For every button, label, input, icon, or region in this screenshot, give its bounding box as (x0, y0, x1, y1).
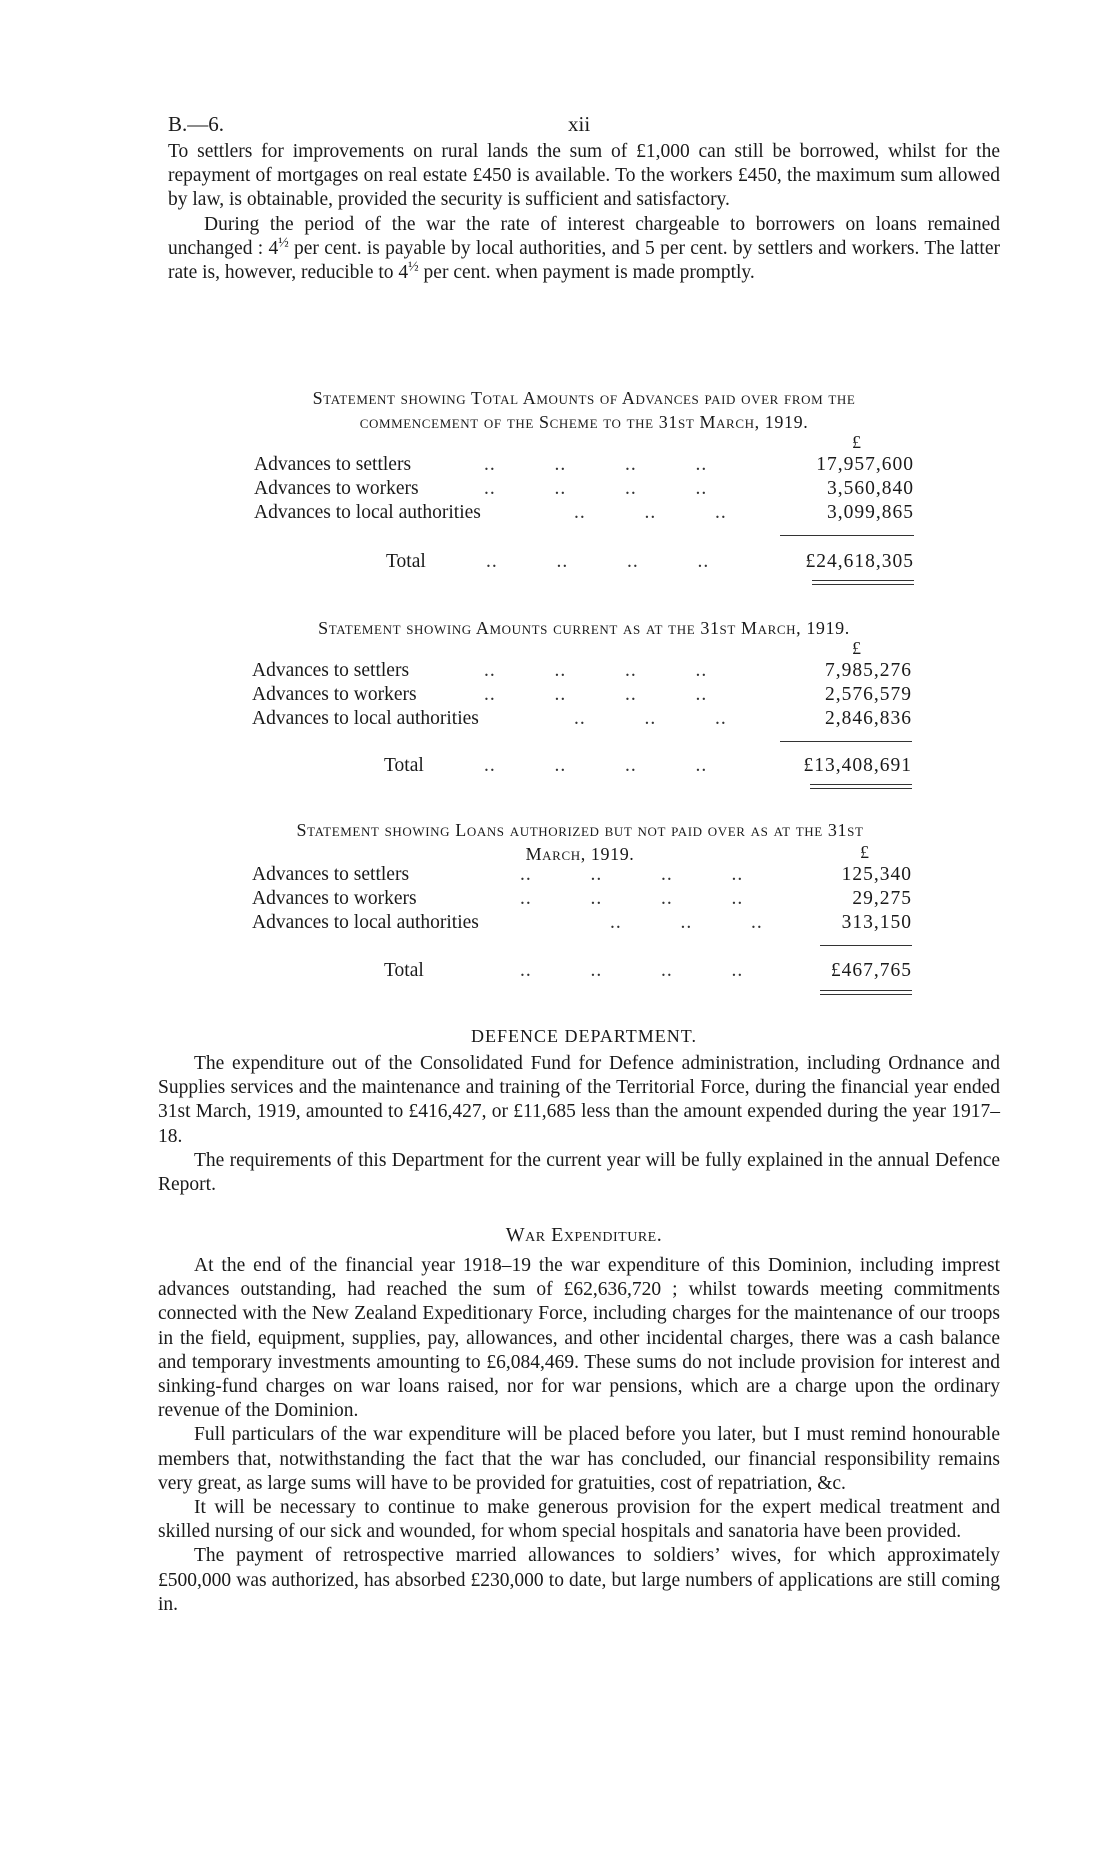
total-double-rule (810, 784, 912, 789)
total-row: Total .. .. .. .. £467,765 (384, 960, 912, 981)
war-expenditure-heading: War Expenditure. (505, 1224, 663, 1246)
document-reference: B.—6. (168, 112, 225, 136)
total-row: Total .. .. .. .. £24,618,305 (386, 551, 914, 572)
statement-1-currency: £ (852, 432, 861, 452)
intro-paragraph-1: To settlers for improvements on rural lands the sum of £1,000 can still be borrowed, whilst for the repayment of mortgages on real estate £450 is available. To the workers £450, the maximum sum allowed by law, is obtainable, provided the security is sufficient and satisfactory. (168, 141, 1000, 211)
table-row: Advances to settlers .. .. .. .. 17,957,600 (254, 454, 914, 475)
war-text (158, 1254, 1000, 1617)
total-double-rule (812, 580, 914, 585)
table-row: Advances to settlers .. .. .. .. 125,340 (252, 864, 912, 885)
subtotal-rule (780, 535, 914, 536)
total-double-rule (820, 990, 912, 995)
war-paragraph-4: The payment of retrospective married allowances to soldiers’ wives, for which approximately £500,000 was authorized, has absorbed £230,000 to date, but large numbers of applications are still coming in. (158, 1545, 1000, 1615)
defence-paragraph-1: The expenditure out of the Consolidated Fund for Defence administration, including Ordnance and Supplies services and the maintenance and training of the Territorial Force, during the financial year ended 31st March, 1919, amounted to £416,427, or £11,685 less than the amount expended during the year 1917–18. (158, 1053, 1000, 1147)
table-row: Advances to local authorities .. .. .. 2,846,836 (252, 708, 912, 729)
statement-3-currency: £ (860, 842, 869, 862)
intro-paragraph-2: During the period of the war the rate of interest chargeable to borrowers on loans remained unchanged : $4^{\frac{1}{2}}$ per cent. is payable by local authorities, and 5 per cent. by settlers and workers. The latter rate is, however, reducible to $4^{\frac{1}{2}}$ per cent. when payment is made promptly. (168, 213, 1000, 284)
war-paragraph-3: It will be necessary to continue to make generous provision for the expert medical treatment and skilled nursing of our sick and wounded, for whom special hospitals and sanatoria have been provided. (158, 1497, 1000, 1543)
war-paragraph-1: At the end of the financial year 1918–19 the war expenditure of this Dominion, including imprest advances outstanding, had reached the sum of £62,636,720 ; whilst towards meeting commitments connected with the New Zealand Expeditionary Force, including charges for the maintenance of our troops in the field, equipment, supplies, pay, allowances, and other incidental charges, there was a cash balance and temporary investments amounting to £6,084,469. These sums do not include provision for interest and sinking-fund charges on war loans raised, nor for war pensions, which are a charge upon the ordinary revenue of the Dominion. (158, 1255, 1000, 1422)
statement-2-currency: £ (852, 638, 861, 658)
total-row: Total .. .. .. .. £13,408,691 (384, 755, 912, 776)
subtotal-rule (820, 945, 912, 946)
page-header (168, 112, 998, 142)
table-row: Advances to local authorities .. .. .. 313,150 (252, 912, 912, 933)
statement-3-title: Statement showing Loans authorized but not paid over as at the 31st March, 1919. (296, 820, 864, 864)
war-paragraph-2: Full particulars of the war expenditure will be placed before you later, but I must remind honourable members that, notwithstanding the fact that the war has concluded, our financial responsibility remains very great, as large sums will have to be provided for gratuities, cost of repatriation, &c. (158, 1424, 1000, 1494)
defence-text (158, 1052, 1000, 1197)
table-row: Advances to workers .. .. .. .. 2,576,579 (252, 684, 912, 705)
table-row: Advances to local authorities .. .. .. 3,099,865 (254, 502, 914, 523)
page-number: xii (568, 112, 591, 136)
subtotal-rule (780, 741, 912, 742)
table-row: Advances to workers .. .. .. .. 3,560,840 (254, 478, 914, 499)
statement-2-title: Statement showing Amounts current as at the 31st March, 1919. (318, 618, 850, 638)
table-row: Advances to workers .. .. .. .. 29,275 (252, 888, 912, 909)
table-row: Advances to settlers .. .. .. .. 7,985,276 (252, 660, 912, 681)
intro-text (168, 140, 1000, 285)
statement-1-title: Statement showing Total Amounts of Advances paid over from the commencement of the Scheme to the 31st March, 1919. (312, 388, 856, 432)
defence-paragraph-2: The requirements of this Department for the current year will be fully explained in the annual Defence Report. (158, 1149, 1000, 1196)
defence-heading: DEFENCE DEPARTMENT. (471, 1026, 697, 1046)
